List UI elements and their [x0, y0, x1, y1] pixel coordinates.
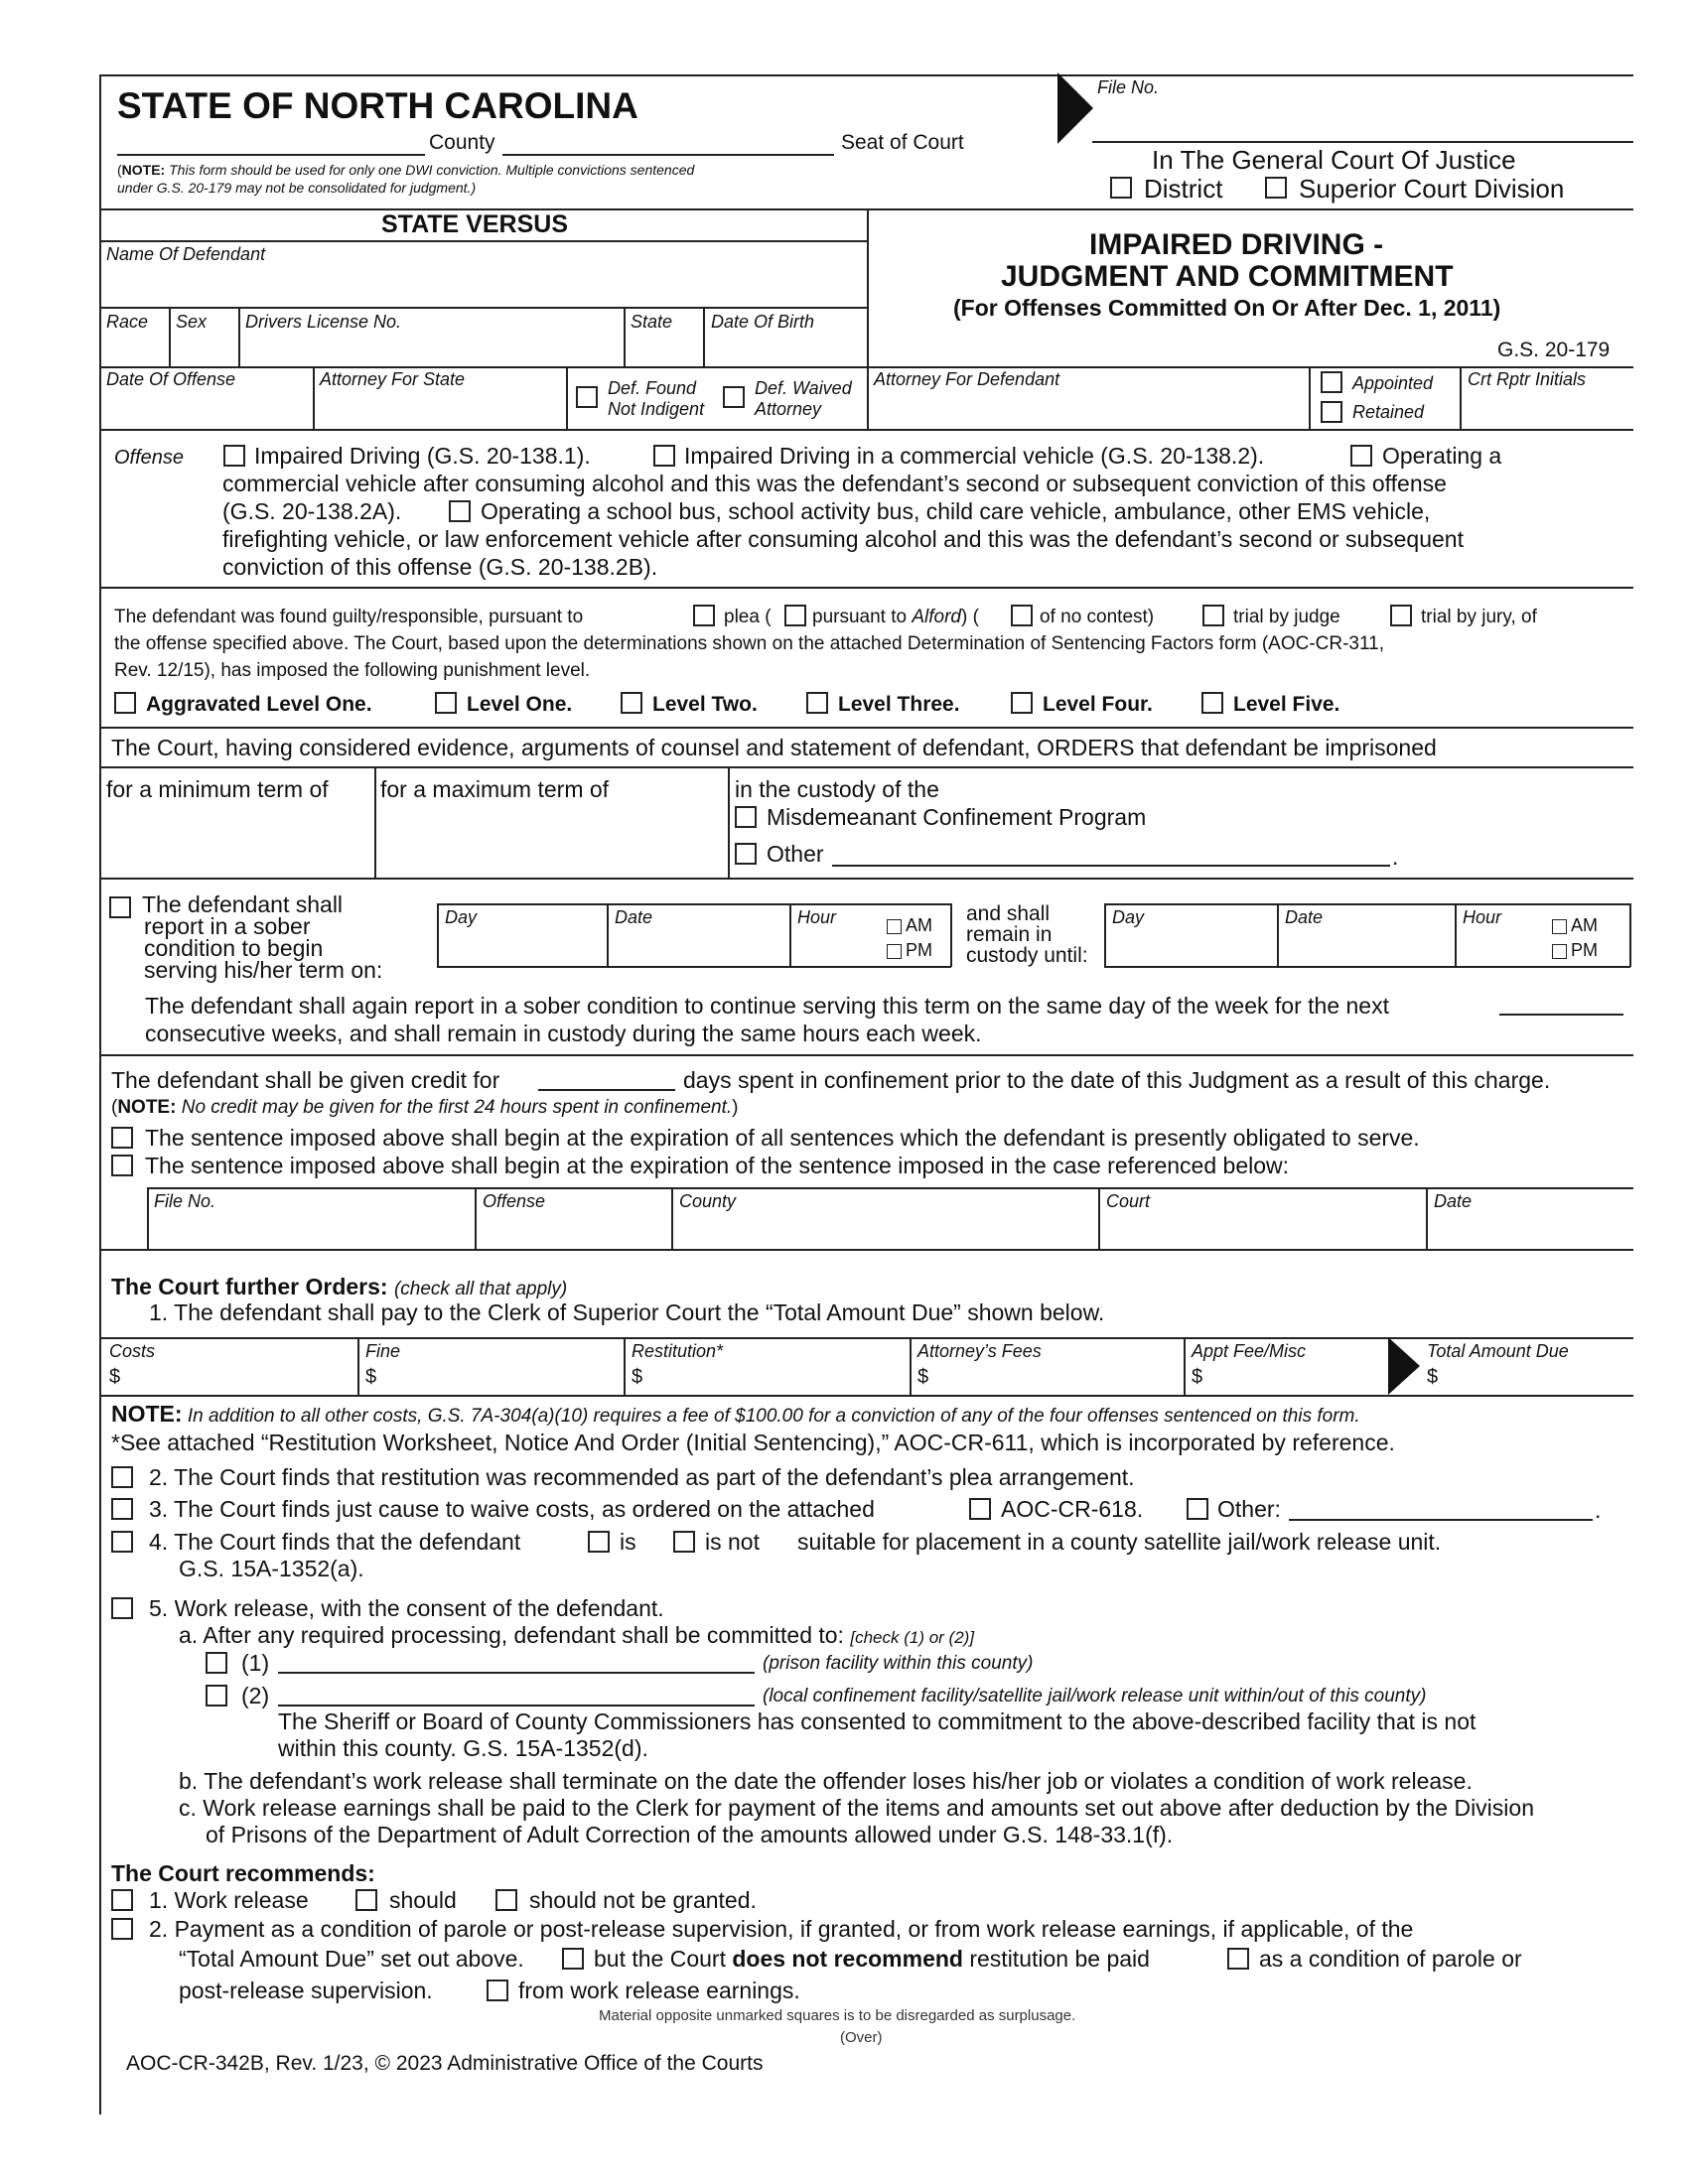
fine-label: Fine: [365, 1341, 401, 1361]
case-file-no-label: File No.: [154, 1191, 216, 1211]
waived-attorney-checkbox[interactable]: [723, 386, 745, 408]
plea-label: plea (: [724, 607, 772, 627]
restitution-label: Restitution*: [632, 1341, 724, 1361]
no-restitution-label: but the Court does not recommend restitution be paid: [594, 1946, 1150, 1972]
order-4-gs: G.S. 15A-1352(a).: [179, 1556, 364, 1581]
total-amount-dollar: $: [1427, 1366, 1439, 1388]
recommend-2-checkbox[interactable]: [111, 1918, 133, 1940]
offense-line3a: (G.S. 20-138.2A).: [222, 498, 402, 524]
def-waived-attorney-label: Def. Waived Attorney: [755, 378, 852, 419]
level-one-label: Level One.: [467, 693, 573, 716]
until-pm-checkbox[interactable]: [1552, 944, 1567, 959]
attorney-state-label: Attorney For State: [320, 369, 466, 389]
case-county-label: County: [679, 1191, 737, 1211]
appointed-label: Appointed: [1352, 373, 1434, 393]
seat-of-court: Seat of Court: [841, 131, 964, 154]
total-pointer-arrow-icon: [1388, 1337, 1420, 1395]
minimum-term-label: for a minimum term of: [106, 776, 329, 802]
offense-operating-text: Operating a: [1382, 443, 1502, 469]
aoc-cr-618-label: AOC-CR-618.: [1001, 1496, 1144, 1522]
offense-commercial-checkbox[interactable]: [653, 445, 675, 467]
custody-other-checkbox[interactable]: [735, 843, 757, 865]
restitution-dollar: $: [632, 1366, 643, 1388]
should-checkbox[interactable]: [355, 1889, 377, 1911]
custody-label: in the custody of the: [735, 776, 939, 802]
parole-condition-label: as a condition of parole or: [1259, 1946, 1522, 1972]
level-four-label: Level Four.: [1043, 693, 1153, 716]
offense-operating-commercial-checkbox[interactable]: [1350, 445, 1372, 467]
until-date-label: Date: [1285, 907, 1324, 927]
report-am-checkbox[interactable]: [887, 919, 902, 934]
court-name: In The General Court Of Justice: [1152, 145, 1516, 175]
mcp-checkbox[interactable]: [735, 806, 757, 828]
order-4-suitable-text: suitable for placement in a county satellite jail/work release unit.: [797, 1529, 1442, 1555]
facility-1-hint: (prison facility within this county): [763, 1653, 1034, 1674]
no-restitution-checkbox[interactable]: [562, 1948, 584, 1970]
level-five-label: Level Five.: [1233, 693, 1340, 716]
state-title: STATE OF NORTH CAROLINA: [117, 85, 638, 126]
costs-dollar: $: [109, 1366, 121, 1388]
alford-checkbox[interactable]: [784, 605, 806, 626]
gs-statute: G.S. 20-179: [1497, 339, 1611, 361]
offense-school-bus-checkbox[interactable]: [449, 500, 471, 522]
level-two-label: Level Two.: [652, 693, 758, 716]
credit-text-b: days spent in confinement prior to the date of this Judgment as a result of this charge.: [683, 1067, 1551, 1093]
sentence-case-text: The sentence imposed above shall begin at the expiration of the sentence imposed in the case referenced below:: [145, 1153, 1290, 1178]
facility-1-label: (1): [241, 1650, 270, 1676]
report-again-text2: consecutive weeks, and shall remain in custody during the same hours each week.: [145, 1021, 982, 1046]
trial-by-jury-label: trial by jury, of: [1421, 607, 1537, 627]
is-suitable-checkbox[interactable]: [588, 1531, 610, 1553]
total-amount-label: Total Amount Due: [1427, 1341, 1569, 1361]
dob-label: Date Of Birth: [711, 312, 815, 332]
district-checkbox[interactable]: [1110, 177, 1132, 199]
report-text: The defendant shall report in a sober condition to begin serving his/her term on:: [142, 891, 383, 983]
level-two-checkbox[interactable]: [621, 692, 642, 714]
fine-dollar: $: [365, 1366, 377, 1388]
order-3-text: 3. The Court finds just cause to waive costs, as ordered on the attached: [149, 1496, 875, 1522]
facility-2-hint: (local confinement facility/satellite jail/work release unit within/out of this county): [763, 1686, 1427, 1706]
retained-label: Retained: [1352, 402, 1425, 422]
credit-note: (NOTE: No credit may be given for the first 24 hours spent in confinement.): [111, 1097, 739, 1118]
district-label: District: [1144, 174, 1223, 204]
sex-label: Sex: [176, 312, 208, 332]
recommend-2-text: 2. Payment as a condition of parole or post-release supervision, if granted, or from work release earnings, if applicable, of the: [149, 1916, 1414, 1942]
dl-state-label: State: [631, 312, 673, 332]
file-no-label: File No.: [1097, 77, 1160, 97]
offense-impaired-checkbox[interactable]: [223, 445, 245, 467]
level-three-checkbox[interactable]: [806, 692, 828, 714]
trial-by-jury-checkbox[interactable]: [1390, 605, 1412, 626]
case-offense-label: Offense: [483, 1191, 546, 1211]
offense-line3b: Operating a school bus, school activity bus, child care vehicle, ambulance, other EMS vehicle,: [481, 498, 1431, 524]
no-contest-label: of no contest): [1040, 607, 1155, 627]
attorney-fees-dollar: $: [917, 1366, 929, 1388]
aoc-cr-618-checkbox[interactable]: [969, 1498, 991, 1520]
facility-2-checkbox[interactable]: [206, 1685, 227, 1706]
level-agg-one-label: Aggravated Level One.: [146, 693, 372, 716]
post-release-text: post-release supervision.: [179, 1978, 433, 2003]
facility-2-label: (2): [241, 1683, 270, 1708]
form-title-line3: (For Offenses Committed On Or After Dec. 1, 2011): [953, 295, 1501, 321]
retained-checkbox[interactable]: [1321, 401, 1342, 423]
should-not-label: should not be granted.: [529, 1887, 757, 1913]
sheriff-consent-text: The Sheriff or Board of County Commissioners has consented to commitment to the above-described facility that is not: [278, 1708, 1477, 1734]
is-not-suitable-checkbox[interactable]: [673, 1531, 695, 1553]
order-3-checkbox[interactable]: [111, 1498, 133, 1520]
form-id: AOC-CR-342B, Rev. 1/23, © 2023 Administrative Office of the Courts: [126, 2052, 764, 2075]
restitution-see-note: *See attached “Restitution Worksheet, Notice And Order (Initial Sentencing),” AOC-CR-611, which is incorporated by reference.: [111, 1430, 1395, 1455]
order-3-other-label: Other:: [1217, 1496, 1281, 1522]
recommend-1-text: 1. Work release: [149, 1887, 309, 1913]
work-release-earnings-label: from work release earnings.: [518, 1978, 800, 2003]
appt-fee-dollar: $: [1192, 1366, 1203, 1388]
until-hour-label: Hour: [1463, 907, 1502, 927]
is-label: is: [620, 1529, 636, 1555]
level-one-checkbox[interactable]: [435, 692, 457, 714]
def-found-not-indigent-label: Def. Found Not Indigent: [608, 378, 705, 419]
level-three-label: Level Three.: [838, 693, 960, 716]
recommends-heading: The Court recommends:: [111, 1860, 375, 1886]
order-2-text: 2. The Court finds that restitution was recommended as part of the defendant’s plea arrangement.: [149, 1464, 1135, 1490]
sentence-case-checkbox[interactable]: [111, 1155, 133, 1176]
until-day-label: Day: [1112, 907, 1145, 927]
trial-by-judge-label: trial by judge: [1233, 607, 1340, 627]
facility-1-checkbox[interactable]: [206, 1652, 227, 1674]
state-versus: STATE VERSUS: [381, 210, 568, 238]
order-4-checkbox[interactable]: [111, 1531, 133, 1553]
offense-line5: conviction of this offense (G.S. 20-138.2B).: [222, 554, 658, 580]
credit-text-a: The defendant shall be given credit for: [111, 1067, 500, 1093]
appointed-checkbox[interactable]: [1321, 371, 1342, 393]
recommend-2-total: “Total Amount Due” set out above.: [179, 1946, 524, 1972]
order-5c-text2: of Prisons of the Department of Adult Correction of the amounts allowed under G.S. 148-33.1(f).: [206, 1822, 1174, 1847]
order-3-other-period: .: [1595, 1497, 1602, 1523]
imprison-text: The Court, having considered evidence, arguments of counsel and statement of defendant, ORDERS that defendant be imprisoned: [111, 735, 1437, 760]
costs-label: Costs: [109, 1341, 156, 1361]
report-again-text: The defendant shall again report in a sober condition to continue serving this term on the same day of the week for the next: [145, 993, 1389, 1019]
offense-impaired-text: Impaired Driving (G.S. 20-138.1).: [254, 443, 591, 469]
further-orders-heading: The Court further Orders: (check all that apply): [111, 1274, 568, 1299]
order-5a-text: a. After any required processing, defendant shall be committed to: [check (1) or (2)]: [179, 1622, 975, 1648]
report-date-label: Date: [615, 907, 653, 927]
until-am-label: AM: [1571, 915, 1598, 935]
county-label: County: [429, 131, 495, 154]
mcp-label: Misdemeanant Confinement Program: [767, 804, 1147, 830]
is-not-label: is not: [705, 1529, 760, 1555]
order-5b-text: b. The defendant’s work release shall terminate on the date the offender loses his/her job or violates a condition of work release.: [179, 1768, 1473, 1794]
superior-checkbox[interactable]: [1265, 177, 1287, 199]
no-contest-checkbox[interactable]: [1011, 605, 1033, 626]
appt-fee-label: Appt Fee/Misc: [1192, 1341, 1307, 1361]
report-day-label: Day: [445, 907, 478, 927]
report-pm-checkbox[interactable]: [887, 944, 902, 959]
report-hour-label: Hour: [797, 907, 837, 927]
recommend-1-checkbox[interactable]: [111, 1889, 133, 1911]
should-label: should: [389, 1887, 457, 1913]
order-5c-text: c. Work release earnings shall be paid to the Clerk for payment of the items and amounts set out above after deduction by the Division: [179, 1795, 1534, 1821]
offense-line4: firefighting vehicle, or law enforcement vehicle after consuming alcohol and this was the defendant’s second or subsequent: [222, 526, 1464, 552]
custody-other-period: .: [1392, 844, 1399, 870]
order-3-other-checkbox[interactable]: [1187, 1498, 1208, 1520]
trial-by-judge-checkbox[interactable]: [1202, 605, 1224, 626]
report-am-label: AM: [906, 915, 932, 935]
until-am-checkbox[interactable]: [1552, 919, 1567, 934]
work-release-earnings-checkbox[interactable]: [487, 1979, 508, 2001]
offense-line2: commercial vehicle after consuming alcohol and this was the defendant’s second or subsequent conviction of this offense: [222, 471, 1447, 496]
remain-custody-label: and shall remain in custody until:: [966, 902, 1088, 967]
level-four-checkbox[interactable]: [1011, 692, 1033, 714]
attorney-defendant-label: Attorney For Defendant: [874, 369, 1060, 389]
level-agg-one-checkbox[interactable]: [114, 692, 136, 714]
form-title-line2: JUDGMENT AND COMMITMENT: [1001, 260, 1454, 293]
order-2-checkbox[interactable]: [111, 1466, 133, 1488]
sentence-all-checkbox[interactable]: [111, 1127, 133, 1149]
attorney-fees-label: Attorney’s Fees: [917, 1341, 1042, 1361]
report-pm-label: PM: [906, 940, 932, 960]
superior-label: Superior Court Division: [1299, 174, 1565, 204]
order-5-checkbox[interactable]: [111, 1597, 133, 1619]
order-4-text: 4. The Court finds that the defendant: [149, 1529, 521, 1555]
case-date-label: Date: [1434, 1191, 1473, 1211]
guilty-line3: Rev. 12/15), has imposed the following punishment level.: [114, 660, 591, 681]
offense-commercial-text: Impaired Driving in a commercial vehicle (G.S. 20-138.2).: [684, 443, 1265, 469]
custody-other-label: Other: [767, 841, 824, 867]
sheriff-consent-text2: within this county. G.S. 15A-1352(d).: [278, 1735, 648, 1761]
maximum-term-label: for a maximum term of: [380, 776, 610, 802]
form-title-line1: IMPAIRED DRIVING -: [1089, 228, 1384, 261]
over-note: (Over): [840, 2029, 883, 2046]
surplusage-note: Material opposite unmarked squares is to be disregarded as surplusage.: [599, 2007, 1076, 2024]
header-note: (NOTE: This form should be used for only one DWI conviction. Multiple convictions sentenced under G.S. 20-179 may not be consolidated for judgment.): [117, 162, 695, 196]
parole-condition-checkbox[interactable]: [1227, 1948, 1249, 1970]
plea-checkbox[interactable]: [693, 605, 715, 626]
offense-label: Offense: [114, 447, 185, 469]
sentence-all-text: The sentence imposed above shall begin at the expiration of all sentences which the defendant is presently obligated to serve.: [145, 1125, 1420, 1151]
guilty-line2: the offense specified above. The Court, based upon the determinations shown on the attached Determination of Sentencing Factors form (AOC-CR-311,: [114, 633, 1385, 654]
court-reporter-label: Crt Rptr Initials: [1468, 369, 1587, 389]
fee-note: NOTE: In addition to all other costs, G.S. 7A-304(a)(10) requires a fee of $100.00 for a conviction of any of the four offenses sentenced on this form.: [111, 1401, 1360, 1427]
drivers-license-label: Drivers License No.: [245, 312, 402, 332]
pointer-arrow-icon: [1057, 72, 1093, 144]
order-5-text: 5. Work release, with the consent of the defendant.: [149, 1595, 664, 1621]
report-checkbox[interactable]: [109, 896, 131, 918]
date-of-offense-label: Date Of Offense: [106, 369, 236, 389]
race-label: Race: [106, 312, 149, 332]
case-court-label: Court: [1106, 1191, 1151, 1211]
until-pm-label: PM: [1571, 940, 1598, 960]
defendant-name-label: Name Of Defendant: [106, 244, 266, 264]
order-1-text: 1. The defendant shall pay to the Clerk of Superior Court the “Total Amount Due” shown below.: [149, 1299, 1105, 1325]
alford-label: pursuant to Alford) (: [812, 607, 979, 627]
guilty-text: The defendant was found guilty/responsible, pursuant to: [114, 607, 584, 627]
level-five-checkbox[interactable]: [1201, 692, 1223, 714]
should-not-checkbox[interactable]: [495, 1889, 517, 1911]
not-indigent-checkbox[interactable]: [576, 386, 598, 408]
